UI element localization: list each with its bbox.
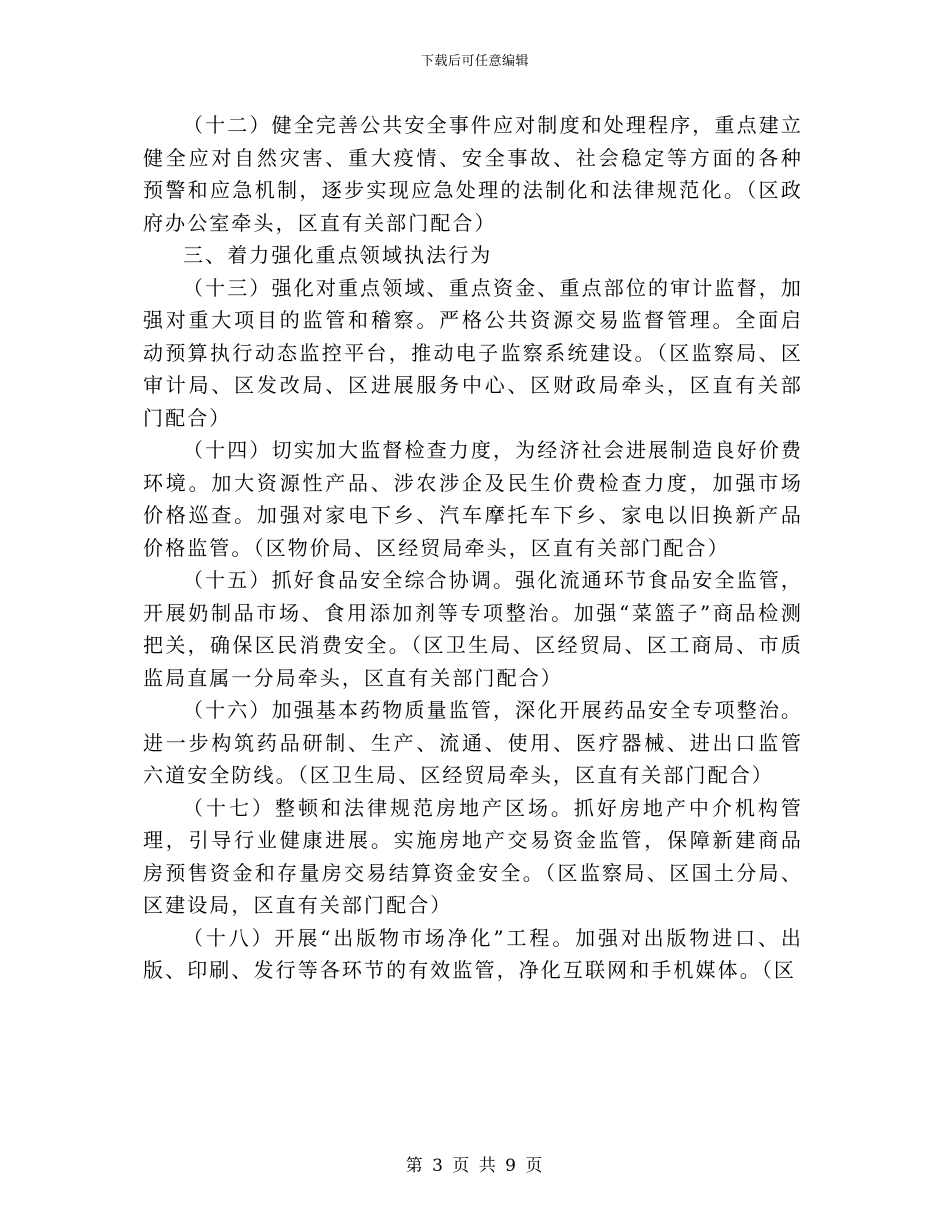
paragraph-14: （十四）切实加大监督检查力度，为经济社会进展制造良好价费环境。加大资源性产品、涉农涉企及民生价费检查力度，加强市场价格巡查。加强对家电下乡、汽车摩托车下乡、家电以旧换新产品价格监管。（区物价局、区经贸局牵头，区直有关部门配合） <box>143 438 803 560</box>
paragraph-12: （十二）健全完善公共安全事件应对制度和处理程序，重点建立健全应对自然灾害、重大疫情、安全事故、社会稳定等方面的各种预警和应急机制，逐步实现应急处理的法制化和法律规范化。（区政府办公室牵头，区直有关部门配合） <box>143 113 803 235</box>
paragraph-17: （十七）整顿和法律规范房地产区场。抓好房地产中介机构管理，引导行业健康进展。实施房地产交易资金监管，保障新建商品房预售资金和存量房交易结算资金安全。（区监察局、区国土分局、区建设局，区直有关部门配合） <box>143 795 803 917</box>
document-body <box>143 109 803 987</box>
page-number-footer: 第 3 页 共 9 页 <box>405 1156 545 1176</box>
paragraph-13: （十三）强化对重点领域、重点资金、重点部位的审计监督，加强对重大项目的监管和稽察。严格公共资源交易监督管理。全面启动预算执行动态监控平台，推动电子监察系统建设。（区监察局、区审计局、区发改局、区进展服务中心、区财政局牵头，区直有关部门配合） <box>143 275 803 430</box>
page-header-note: 下载后可任意编辑 <box>420 54 529 69</box>
paragraph-18: （十八）开展“出版物市场净化”工程。加强对出版物进口、出版、印刷、发行等各环节的有效监管，净化互联网和手机媒体。（区 <box>143 925 803 982</box>
paragraph-16: （十六）加强基本药物质量监管，深化开展药品安全专项整治。进一步构筑药品研制、生产、流通、使用、医疗器械、进出口监管六道安全防线。（区卫生局、区经贸局牵头，区直有关部门配合） <box>143 698 803 787</box>
section-heading-3: 三、着力强化重点领域执法行为 <box>183 243 493 267</box>
paragraph-15: （十五）抓好食品安全综合协调。强化流通环节食品安全监管，开展奶制品市场、食用添加剂等专项整治。加强“菜篮子”商品检测把关，确保区民消费安全。（区卫生局、区经贸局、区工商局、市质监局直属一分局牵头，区直有关部门配合） <box>143 568 803 690</box>
